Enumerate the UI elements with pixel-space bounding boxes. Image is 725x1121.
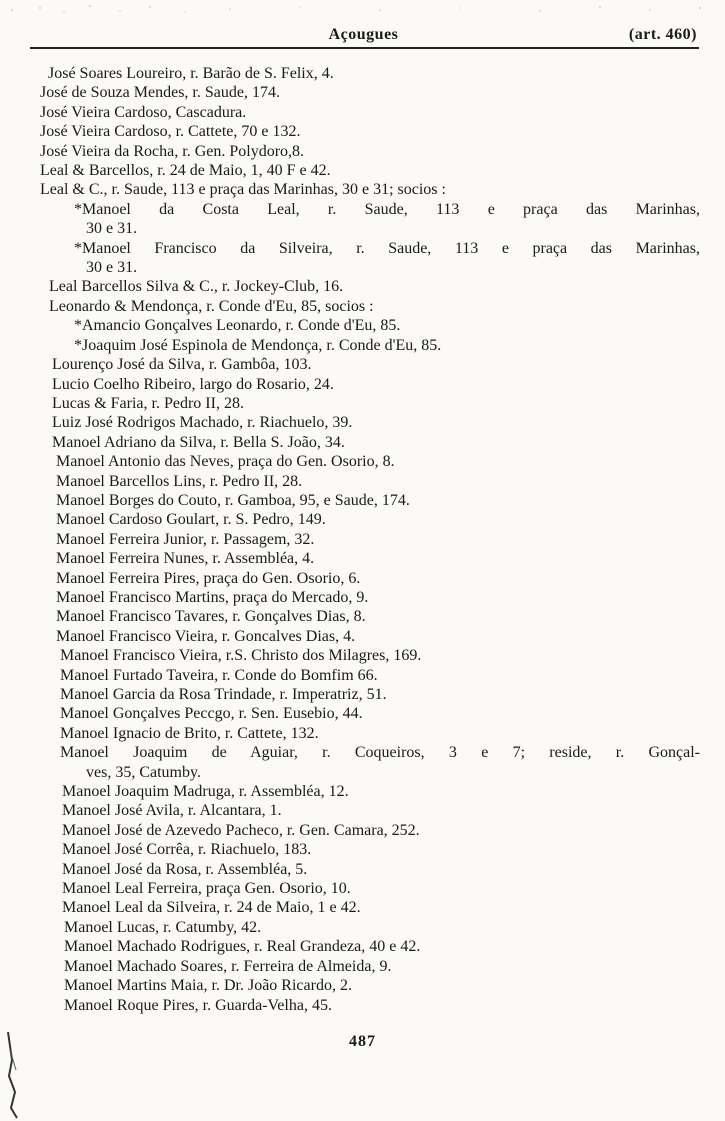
list-item: Manoel Garcia da Rosa Trindade, r. Imperatriz, 51. [60,686,387,703]
list-item: Manoel Joaquim Madruga, r. Assembléa, 12. [62,783,349,801]
binding-edge-mark [6,1030,20,1120]
list-item: Manoel Francisco Vieira, r. Goncalves Dias, 4. [56,627,356,645]
list-item-socio: *Amancio Gonçalves Leonardo, r. Conde d'Eu, 85. [74,317,401,335]
list-item: Leal & Barcellos, r. 24 de Maio, 1, 40 F e 42. [40,162,331,180]
list-item: Manoel Borges do Couto, r. Gamboa, 95, e Saude, 174. [56,491,410,509]
list-item: José de Souza Mendes, r. Saude, 174. [40,84,280,102]
list-item: Lucas & Faria, r. Pedro II, 28. [52,394,244,412]
list-item: Manoel Francisco Tavares, r. Gonçalves Dias, 8. [56,608,366,626]
running-header [30,24,697,46]
list-item-continuation: 30 e 31. [86,220,138,238]
page-edge-speckles [0,0,725,22]
list-item: Manoel Joaquim de Aguiar, r. Coqueiros, 3 e 7; reside, r. Gonçal- [60,744,700,762]
list-item: Manoel Francisco Vieira, r.S. Christo dos Milagres, 169. [60,647,422,665]
list-item-socio: *Manoel da Costa Leal, r. Saude, 113 e praça das Marinhas, [74,200,700,218]
list-item: Manoel Ferreira Junior, r. Passagem, 32. [56,530,315,548]
list-item-socio: *Manoel Francisco da Silveira, r. Saude, 113 e praça das Marinhas, [74,239,700,257]
list-item: Manoel Antonio das Neves, praça do Gen. Osorio, 8. [56,453,395,471]
list-item: Manoel Ferreira Pires, praça do Gen. Osorio, 6. [56,569,361,587]
list-item: Manoel Martins Maia, r. Dr. João Ricardo, 2. [64,977,352,995]
list-item: Manoel Francisco Martins, praça do Mercado, 9. [56,588,369,606]
list-item: Leal Barcellos Silva & C., r. Jockey-Club, 16. [49,278,344,296]
list-item: Manoel Leal da Silveira, r. 24 de Maio, 1 e 42. [62,899,361,917]
list-item: Manoel José Corrêa, r. Riachuelo, 183. [62,841,312,859]
list-item: Manoel Furtado Taveira, r. Conde do Bomfim 66. [60,666,378,684]
directory-entries [40,64,700,1015]
list-item: José Soares Loureiro, r. Barão de S. Felix, 4. [48,65,334,82]
list-item: Manoel Gonçalves Peccgo, r. Sen. Eusebio, 44. [60,705,363,723]
list-item: Luiz José Rodrigos Machado, r. Riachuelo, 39. [52,414,353,432]
list-item: Manoel José Avila, r. Alcantara, 1. [62,802,282,820]
list-item: Manoel Ferreira Nunes, r. Assembléa, 4. [56,550,315,568]
list-item: José Vieira da Rocha, r. Gen. Polydoro,8. [40,142,305,160]
list-item: Manoel José da Rosa, r. Assembléa, 5. [62,860,308,878]
list-item: Manoel Ignacio de Brito, r. Cattete, 132. [60,724,319,742]
list-item: Manoel Leal Ferreira, praça Gen. Osorio, 10. [62,880,351,898]
header-title: Açougues [328,26,399,43]
list-item: Leonardo & Mendonça, r. Conde d'Eu, 85, socios : [49,297,374,315]
list-item: Manoel Lucas, r. Catumby, 42. [64,918,262,936]
header-article-ref: (art. 460) [628,26,697,43]
list-item: José Vieira Cardoso, r. Cattete, 70 e 132. [40,123,301,141]
list-item: Lourenço José da Silva, r. Gambôa, 103. [52,356,312,374]
list-item: Manoel José de Azevedo Pacheco, r. Gen. Camara, 252. [62,821,420,839]
list-item-continuation: 30 e 31. [86,259,138,277]
header-rule [30,47,699,49]
list-item: José Vieira Cardoso, Cascadura. [40,103,247,121]
list-item: Manoel Roque Pires, r. Guarda-Velha, 45. [64,996,332,1014]
page-number: 487 [349,1033,376,1050]
list-item-continuation: ves, 35, Catumby. [86,763,201,781]
list-item: Manoel Machado Soares, r. Ferreira de Almeida, 9. [64,957,392,975]
list-item: Manoel Adriano da Silva, r. Bella S. João, 34. [52,433,345,451]
list-item: Manoel Cardoso Goulart, r. S. Pedro, 149. [56,511,326,529]
list-item-socio: *Joaquim José Espinola de Mendonça, r. Conde d'Eu, 85. [74,336,442,354]
list-item: Lucio Coelho Ribeiro, largo do Rosario, 24. [52,375,334,393]
list-item: Leal & C., r. Saude, 113 e praça das Marinhas, 30 e 31; socios : [40,181,446,199]
list-item: Manoel Machado Rodrigues, r. Real Grandeza, 40 e 42. [64,938,421,956]
list-item: Manoel Barcellos Lins, r. Pedro II, 28. [56,472,303,490]
